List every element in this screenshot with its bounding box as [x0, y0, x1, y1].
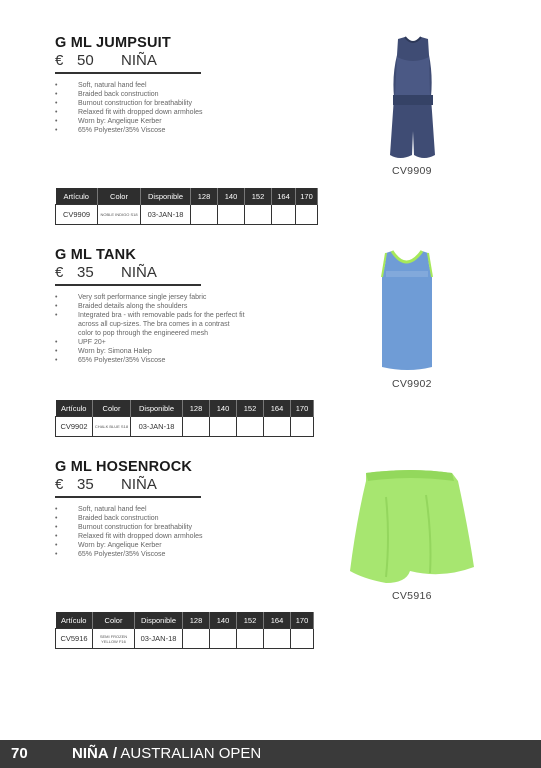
page-number: 70	[11, 745, 28, 762]
price-row	[55, 476, 157, 493]
table-cell	[272, 205, 296, 225]
feature-item: • Braided details along the shoulders	[55, 303, 188, 310]
sku-label: CV5916	[392, 590, 432, 602]
column-header: Disponible	[131, 400, 183, 417]
feature-item: color to pop through the engineered mesh	[78, 330, 208, 337]
table-cell: 03-JAN-18	[135, 629, 183, 649]
price: 35	[77, 264, 94, 281]
column-header: 164	[264, 400, 291, 417]
table-cell: NOBLE INDIGO S18	[98, 205, 141, 225]
feature-item: • 65% Polyester/35% Viscose	[55, 551, 166, 558]
table-cell	[291, 417, 314, 437]
page-footer	[0, 740, 541, 768]
column-header: 140	[210, 400, 237, 417]
column-header: 140	[210, 612, 237, 629]
column-header: 152	[237, 612, 264, 629]
table-cell: CV5916	[56, 629, 93, 649]
price: 50	[77, 52, 94, 69]
skort-image	[346, 467, 476, 585]
table-cell: CHALK BLUE S18	[93, 417, 131, 437]
sku-label: CV9909	[392, 165, 432, 177]
column-header: 152	[245, 188, 272, 205]
column-header: 128	[183, 612, 210, 629]
feature-item: • Integrated bra - with removable pads for the perfect fit	[55, 312, 245, 319]
feature-item: • Relaxed fit with dropped down armholes	[55, 109, 203, 116]
category: NIÑA	[121, 52, 157, 69]
feature-item: • Burnout construction for breathability	[55, 100, 193, 107]
column-header: 140	[218, 188, 245, 205]
title-rule	[55, 496, 201, 498]
column-header: 164	[272, 188, 296, 205]
feature-item: • Burnout construction for breathability	[55, 524, 193, 531]
column-header: Disponible	[135, 612, 183, 629]
table-row	[56, 417, 314, 437]
feature-list	[55, 293, 265, 365]
spec-table	[55, 612, 314, 649]
table-cell	[183, 417, 210, 437]
column-header: Color	[93, 400, 131, 417]
tank-image	[378, 247, 438, 375]
table-cell: CV9902	[56, 417, 93, 437]
feature-item: • Braided back construction	[55, 91, 159, 98]
product-title: G ML HOSENROCK	[55, 459, 193, 475]
title-rule	[55, 284, 201, 286]
table-cell	[210, 417, 237, 437]
price-row	[55, 264, 157, 281]
feature-item: • Worn by: Simona Halep	[55, 348, 152, 355]
table-cell	[218, 205, 245, 225]
table-row	[56, 629, 314, 649]
spec-table	[55, 400, 314, 437]
column-header: Color	[98, 188, 141, 205]
currency: €	[55, 264, 64, 281]
column-header: 170	[291, 400, 314, 417]
table-cell	[237, 417, 264, 437]
table-cell	[264, 417, 291, 437]
feature-item: • Worn by: Angelique Kerber	[55, 118, 162, 125]
currency: €	[55, 52, 64, 69]
table-cell	[191, 205, 218, 225]
column-header: Disponible	[141, 188, 191, 205]
jumpsuit-image	[378, 35, 448, 163]
column-header: 128	[183, 400, 210, 417]
column-header: 170	[291, 612, 314, 629]
price: 35	[77, 476, 94, 493]
feature-item: • Very soft performance single jersey fabric	[55, 294, 207, 301]
column-header: 152	[237, 400, 264, 417]
feature-item: across all cup-sizes. The bra comes in a contrast	[78, 321, 230, 328]
table-header-row	[56, 188, 318, 205]
table-header-row	[56, 400, 314, 417]
section-title-bold: NIÑA	[72, 745, 109, 762]
sku-label: CV9902	[392, 378, 432, 390]
section-separator: /	[112, 745, 118, 762]
section-title-text: AUSTRALIAN OPEN	[120, 745, 262, 762]
feature-item: • UPF 20+	[55, 339, 106, 346]
feature-item: • Braided back construction	[55, 515, 159, 522]
column-header: Color	[93, 612, 135, 629]
column-header: 128	[191, 188, 218, 205]
feature-item: • Soft, natural hand feel	[55, 82, 147, 89]
title-rule	[55, 72, 201, 74]
table-row	[56, 205, 318, 225]
column-header: 164	[264, 612, 291, 629]
section-title	[72, 745, 261, 762]
price-row	[55, 52, 157, 69]
product-title: G ML TANK	[55, 247, 137, 263]
feature-list	[55, 505, 265, 559]
product-title: G ML JUMPSUIT	[55, 35, 171, 51]
currency: €	[55, 476, 64, 493]
feature-list	[55, 81, 265, 135]
column-header: Artículo	[56, 188, 98, 205]
table-cell: CV9909	[56, 205, 98, 225]
column-header: 170	[296, 188, 318, 205]
feature-item: • Soft, natural hand feel	[55, 506, 147, 513]
table-cell: 03-JAN-18	[131, 417, 183, 437]
table-cell: SEMI FROZEN YELLOW F16	[93, 629, 135, 649]
column-header: Artículo	[56, 612, 93, 629]
feature-item: • 65% Polyester/35% Viscose	[55, 127, 166, 134]
feature-item: • Relaxed fit with dropped down armholes	[55, 533, 203, 540]
table-cell	[210, 629, 237, 649]
table-cell	[264, 629, 291, 649]
category: NIÑA	[121, 476, 157, 493]
table-cell	[245, 205, 272, 225]
table-cell	[183, 629, 210, 649]
category: NIÑA	[121, 264, 157, 281]
table-cell	[296, 205, 318, 225]
table-cell	[237, 629, 264, 649]
table-cell: 03-JAN-18	[141, 205, 191, 225]
spec-table	[55, 188, 318, 225]
table-cell	[291, 629, 314, 649]
feature-item: • 65% Polyester/35% Viscose	[55, 357, 166, 364]
column-header: Artículo	[56, 400, 93, 417]
feature-item: • Worn by: Angelique Kerber	[55, 542, 162, 549]
table-header-row	[56, 612, 314, 629]
